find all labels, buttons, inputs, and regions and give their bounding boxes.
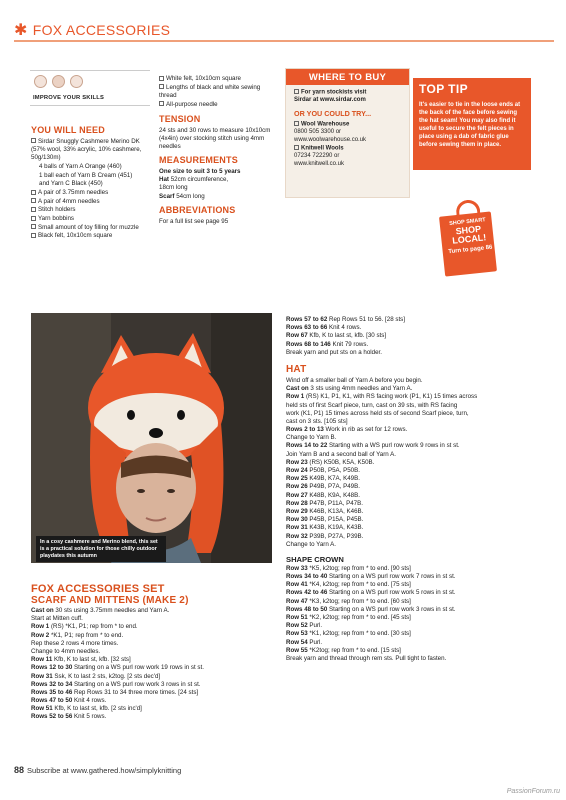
need-item: Stitch holders	[31, 206, 153, 214]
instruction-line: Row 24 P50B, P5A, P50B.	[286, 467, 360, 474]
instruction-line: Rows 47 to 50 Knit 4 rows.	[31, 697, 107, 705]
instruction-line: Row 51 *K2, k2tog; rep from * to end. [45 sts]	[286, 614, 411, 622]
pattern-subtitle: SCARF AND MITTENS (MAKE 2)	[31, 595, 189, 606]
instruction-line: Row 41 *K4, k2tog; rep from * to end. [75 sts]	[286, 581, 411, 589]
checkbox-icon	[31, 216, 36, 221]
right-column	[286, 316, 536, 663]
buy-subtitle: OR YOU COULD TRY...	[294, 109, 372, 119]
instruction-line: Join Yarn B and a second ball of Yarn A.	[286, 450, 396, 458]
need-item: 1 ball each of Yarn B Cream (451)	[39, 171, 133, 179]
shape-crown-title: SHAPE CROWN	[286, 554, 344, 564]
measurements-title: MEASUREMENTS	[159, 155, 238, 166]
checkbox-icon	[294, 121, 299, 126]
instruction-line: Row 28 P47B, P11A, P47B.	[286, 499, 363, 507]
top-tip-title: TOP TIP	[419, 82, 469, 96]
instruction-line: Start at Mitten cuff.	[31, 615, 83, 623]
instruction-line: Rows 34 to 40 Starting on a WS purl row work 7 rows in st st.	[286, 573, 456, 581]
where-to-buy-title: WHERE TO BUY	[286, 69, 409, 85]
need-item: A pair of 4mm needles	[31, 198, 153, 206]
page-footer	[14, 765, 181, 777]
measurements-line: Scarf 54cm long	[159, 192, 205, 200]
hat-title: HAT	[286, 363, 307, 375]
buy-line: For yarn stockists visit	[294, 89, 401, 97]
instruction-line: Row 26 P49B, P7A, P49B.	[286, 483, 360, 491]
instruction-line: Row 25 K49B, K7A, K49B.	[286, 475, 360, 483]
instruction-line: Row 55 *K2tog; rep from * to end. [15 sts]	[286, 646, 401, 654]
instruction-line: Rows 48 to 50 Starting on a WS purl row work 3 rows in st st.	[286, 605, 456, 613]
instruction-line: Rows 14 to 22 Starting with a WS purl row work 9 rows in st st.	[286, 442, 460, 450]
checkbox-icon	[31, 233, 36, 238]
you-will-need	[31, 126, 153, 241]
instruction-line: Row 1 (RS) *K1, P1; rep from * to end.	[31, 623, 138, 631]
instruction-line: Rows 57 to 62 Rep Rows 51 to 56. [28 sts]	[286, 316, 405, 323]
checkbox-icon	[159, 101, 164, 106]
measurements-line: Hat 52cm circumference,	[159, 176, 229, 184]
tension-text: 24 sts and 30 rows to measure 10x10cm (4x4in) over stocking stitch using 4mm needles	[159, 126, 271, 151]
need-item: White felt, 10x10cm square	[159, 75, 274, 83]
subscribe-link[interactable]: Subscribe at www.gathered.how/simplyknitting	[27, 766, 182, 775]
need-item: 4 balls of Yarn A Orange (460)	[39, 162, 122, 170]
instruction-line: Row 32 P39B, P27A, P39B.	[286, 532, 364, 540]
instruction-line: Rows 35 to 46 Rep Rows 31 to 34 three more times. [24 sts]	[31, 688, 199, 696]
buy-line: Wool Warehouse	[294, 121, 401, 129]
need-item: Sirdar Snuggly Cashmere Merino DK (57% wool, 33% acrylic, 10% cashmere, 50g/130m)	[31, 137, 142, 162]
need-item: Black felt, 10x10cm square	[31, 232, 153, 240]
where-to-buy-box	[285, 68, 410, 198]
need-item: Yarn bobbins	[31, 215, 153, 223]
instruction-line: Row 67 Kfb, K to last st, kfb. [30 sts]	[286, 332, 387, 340]
abbreviations-title: ABBREVIATIONS	[159, 204, 236, 215]
buy-line: Sirdar at www.sirdar.com	[294, 97, 366, 104]
shop-local-badge[interactable]	[434, 196, 504, 278]
instruction-line: Rep these 2 rows 4 more times.	[31, 639, 119, 647]
instruction-line: Row 23 (RS) K50B, K5A, K50B.	[286, 458, 375, 466]
tension-title: TENSION	[159, 113, 201, 124]
buy-line: Knitwell Wools	[294, 145, 401, 153]
instruction-line: Rows 42 to 46 Starting on a WS purl row work 5 rows in st st.	[286, 589, 456, 597]
instruction-line: held sts of first Scarf piece, turn, cast on 39 sts, with RS facing	[286, 401, 458, 409]
instruction-line: Cast on 30 sts using 3.75mm needles and Yarn A.	[31, 607, 170, 614]
instruction-line: Row 2 *K1, P1; rep from * to end.	[31, 631, 124, 639]
skills-label: IMPROVE YOUR SKILLS	[33, 95, 105, 101]
instruction-line: Row 29 K46B, K13A, K46B.	[286, 507, 364, 515]
checkbox-icon	[31, 198, 36, 203]
need-title: YOU WILL NEED	[31, 125, 105, 135]
buy-link[interactable]: www.woolwarehouse.co.uk	[294, 137, 367, 144]
instruction-line: cast on 3 sts. [105 sts]	[286, 417, 348, 425]
checkbox-icon	[294, 145, 299, 150]
measurements-line: One size to suit 3 to 5 years	[159, 168, 241, 176]
asterisk-icon: ✱	[14, 22, 28, 39]
pattern-title: FOX ACCESSORIES SET	[31, 583, 165, 595]
instruction-line: Rows 63 to 66 Knit 4 rows.	[286, 324, 362, 332]
badge-line: SHOP SMART	[448, 217, 486, 227]
badge-line: Turn to page 86	[448, 244, 493, 255]
instruction-line: Row 53 *K1, k2tog; rep from * to end. [30 sts]	[286, 630, 411, 638]
top-tip-text: It's easier to tie in the loose ends at the back of the face before sewing the hat seam! You may also find it useful to secure the felt pieces in place using a dab of fabric glue before sewing them in place.	[419, 101, 521, 149]
instruction-line: Row 31 Ssk, K to last 2 sts, k2tog. [2 sts dec'd]	[31, 672, 161, 680]
checkbox-icon	[31, 138, 36, 143]
need-item: A pair of 3.75mm needles	[31, 189, 153, 197]
need-item: All-purpose needle	[159, 101, 274, 109]
instruction-line: Rows 12 to 30 Starting on a WS purl row work 19 rows in st st.	[31, 664, 204, 672]
top-tip-box	[413, 78, 531, 170]
buy-line: 07234 722290 or	[294, 153, 340, 160]
checkbox-icon	[159, 76, 164, 81]
abbreviations-text: For a full list see page 95	[159, 217, 229, 225]
page-number: 88	[14, 765, 25, 775]
instruction-line: Wind off a smaller ball of Yarn A before you begin.	[286, 376, 423, 384]
instruction-line: Row 33 *K5, k2tog; rep from * to end. [90 sts]	[286, 564, 411, 572]
yarn-ball-icon	[34, 75, 47, 88]
need-continued	[159, 75, 274, 226]
instruction-line: Row 51 Kfb, K to last st, kfb. [2 sts inc'd]	[31, 705, 142, 713]
instruction-line: Row 47 *K3, k2tog; rep from * to end. [60 sts]	[286, 597, 411, 605]
instruction-line: Rows 68 to 146 Knit 79 rows.	[286, 340, 369, 348]
need-item: and Yarn C Black (450)	[39, 180, 103, 188]
checkbox-icon	[31, 190, 36, 195]
instruction-line: Row 31 K43B, K19A, K43B.	[286, 524, 364, 532]
checkbox-icon	[31, 207, 36, 212]
header-rule	[14, 40, 554, 42]
checkbox-icon	[31, 224, 36, 229]
instruction-line: Break yarn and thread through rem sts. Pull tight to fasten.	[286, 654, 447, 662]
buy-line: 0800 505 3300 or	[294, 129, 342, 136]
instruction-line: Row 54 Purl.	[286, 638, 323, 646]
yarn-ball-icon	[70, 75, 83, 88]
photo-caption: In a cosy cashmere and Merino blend, this set is a practical solution for those chilly outdoor playdates this autumn	[36, 536, 166, 562]
instruction-line: Cast on 3 sts using 4mm needles and Yarn A.	[286, 385, 413, 393]
skills-box	[30, 70, 150, 106]
page-header	[14, 20, 170, 41]
badge-line: SHOP LOCAL!	[451, 223, 487, 246]
measurements-line: 18cm long	[159, 184, 188, 192]
scarf-instructions	[31, 607, 281, 722]
instruction-line: Row 11 Kfb, K to last st, kfb. [32 sts]	[31, 656, 131, 664]
watermark: PassionForum.ru	[506, 787, 560, 795]
checkbox-icon	[294, 89, 299, 94]
instruction-line: Change to Yarn A.	[286, 540, 336, 548]
instruction-line: Change to Yarn B.	[286, 434, 337, 442]
need-item: Small amount of toy filling for muzzle	[31, 224, 153, 232]
fox-hat-photo	[31, 313, 272, 563]
instruction-line: Rows 32 to 34 Starting on a WS purl row work 3 rows in st st.	[31, 680, 201, 688]
instruction-line: Change to 4mm needles.	[31, 647, 101, 655]
instruction-line: Break yarn and put sts on a holder.	[286, 348, 382, 356]
instruction-line: Row 1 (RS) K1, P1, K1, with RS facing work (P1, K1) 15 times across	[286, 393, 478, 401]
page-title: FOX ACCESSORIES	[32, 22, 171, 39]
instruction-line: Rows 2 to 13 Work in rib as set for 12 rows.	[286, 426, 408, 434]
yarn-ball-icon	[52, 75, 65, 88]
need-item: Lengths of black and white sewing thread	[159, 83, 261, 99]
instruction-line: Row 27 K48B, K9A, K48B.	[286, 491, 360, 499]
instruction-line: Row 30 P45B, P15A, P45B.	[286, 516, 364, 524]
checkbox-icon	[159, 84, 164, 89]
instruction-line: Rows 52 to 56 Knit 5 rows.	[31, 713, 107, 721]
buy-link[interactable]: www.knitwell.co.uk	[294, 161, 345, 168]
instruction-line: work (K1, P1) 15 times across held sts of second Scarf piece, turn,	[286, 409, 469, 417]
instruction-line: Row 52 Purl.	[286, 622, 323, 630]
